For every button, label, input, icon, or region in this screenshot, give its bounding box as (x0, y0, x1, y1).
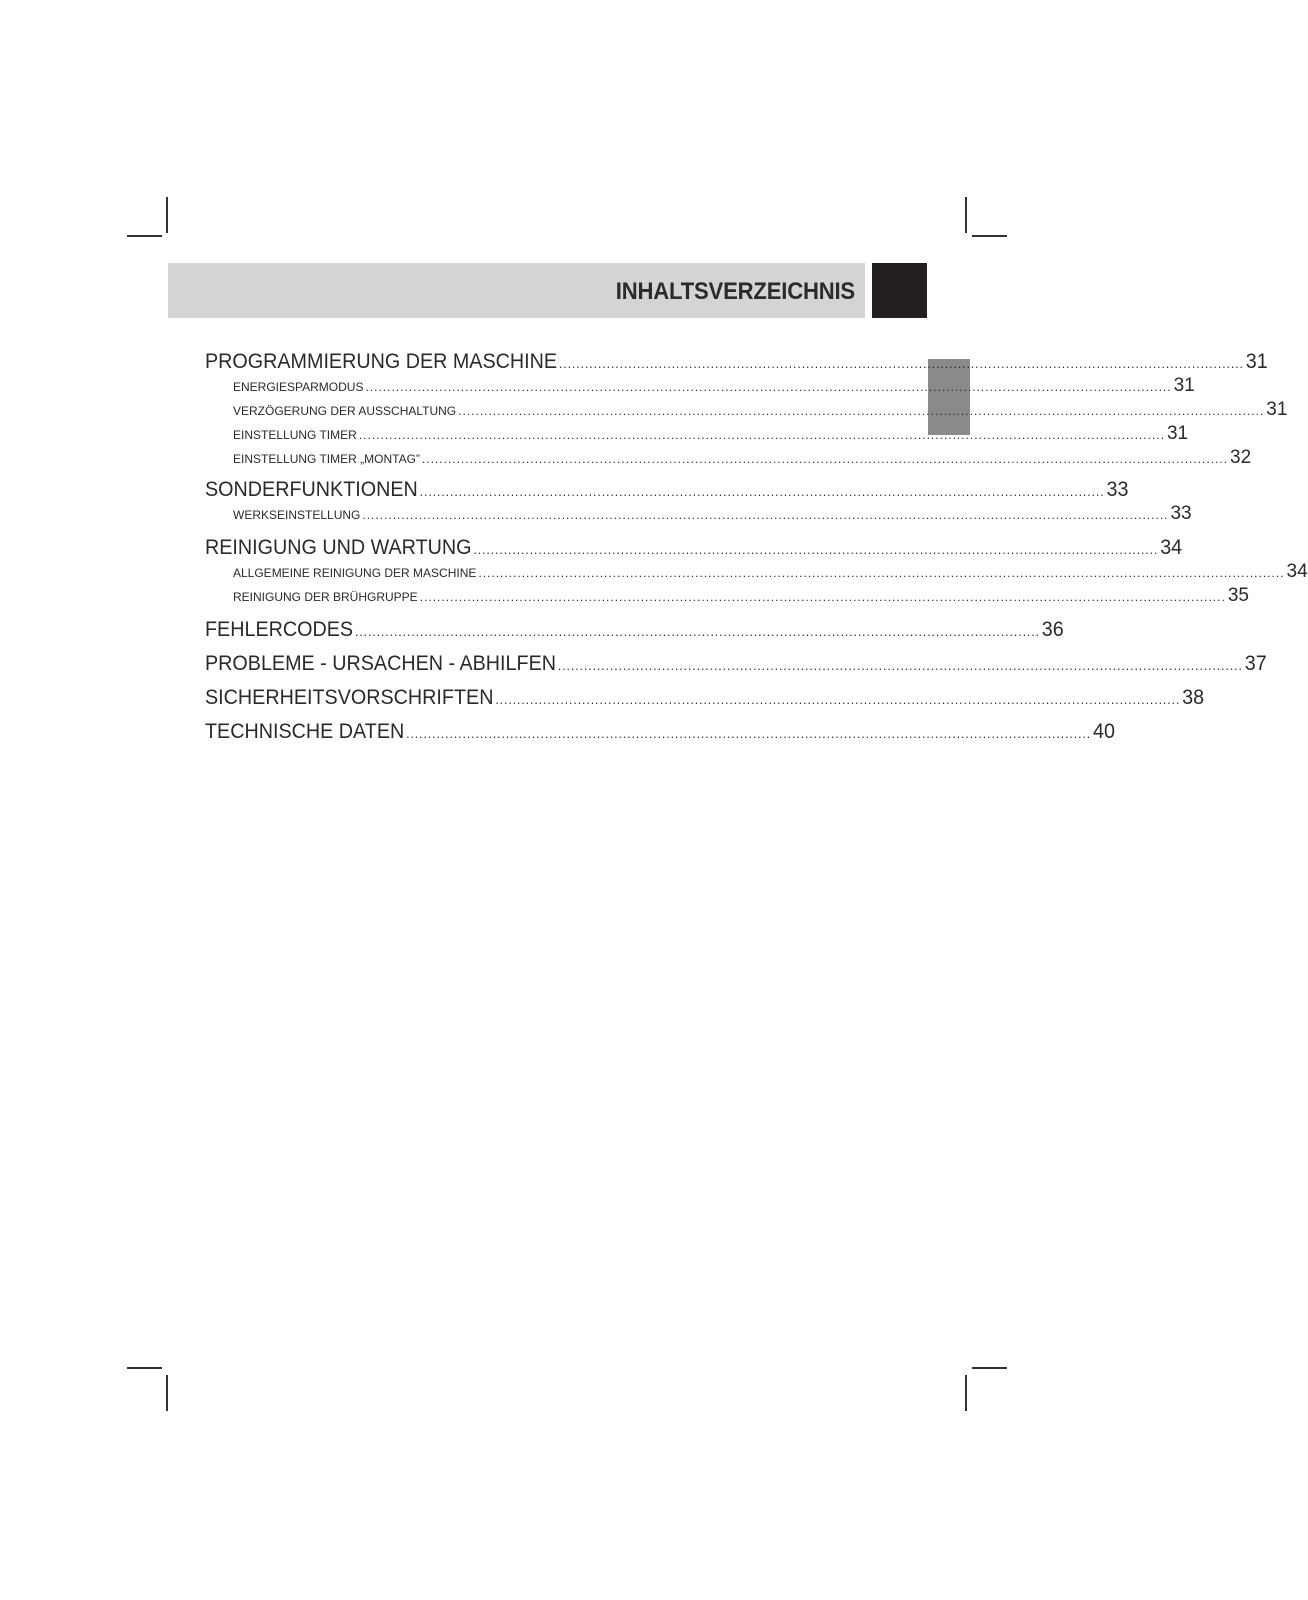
toc-page-number: 33 (1106, 478, 1129, 501)
toc-entry-label: ENERGIESPARMODUS (233, 380, 364, 394)
toc-entry-reinigung-und-wartung[interactable] (205, 536, 1183, 560)
toc-subentry-reinigung-bruehgruppe[interactable] (205, 584, 1249, 608)
crop-mark-bottom-left-horizontal (127, 1367, 162, 1369)
toc-leader-dots: .............................................................................................................................................................. (557, 658, 1243, 673)
page-title: INHALTSVERZEICHNIS (615, 278, 855, 305)
toc-leader-dots: .......................................................................................................................................................................................... (358, 428, 1165, 442)
toc-page-number: 31 (1173, 375, 1195, 396)
toc-leader-dots: .............................................................................................................................................................. (419, 484, 1105, 499)
toc-entry-label: REINIGUNG UND WARTUNG (205, 536, 472, 559)
toc-page-number: 35 (1227, 585, 1249, 606)
toc-entry-label: REINIGUNG DER BRÜHGRUPPE (233, 590, 418, 604)
toc-entry-label: VERZÖGERUNG DER AUSSCHALTUNG (233, 404, 457, 418)
toc-subentry-energiesparmodus[interactable] (205, 374, 1195, 398)
crop-mark-top-right-vertical (965, 197, 967, 233)
toc-page-number: 31 (1266, 399, 1288, 420)
toc-page-number: 37 (1244, 652, 1267, 675)
toc-page-number: 40 (1092, 720, 1115, 743)
toc-subentry-einstellung-timer[interactable] (205, 422, 1189, 446)
crop-mark-bottom-right-horizontal (972, 1367, 1007, 1369)
header-black-block (872, 263, 927, 318)
crop-mark-top-right-horizontal (972, 235, 1007, 237)
toc-page-number: 34 (1160, 536, 1183, 559)
crop-mark-bottom-left-vertical (166, 1375, 168, 1411)
toc-leader-dots: .............................................................................................................................................................. (473, 542, 1159, 557)
toc-entry-label: EINSTELLUNG TIMER „MONTAG” (233, 452, 420, 466)
toc-page-number: 34 (1286, 561, 1308, 582)
toc-leader-dots: .............................................................................................................................................................. (406, 726, 1092, 741)
header-bar (168, 263, 865, 318)
toc-leader-dots: .......................................................................................................................................................................................... (419, 590, 1226, 604)
toc-entry-label: SONDERFUNKTIONEN (205, 478, 418, 501)
table-of-contents (205, 350, 1308, 744)
toc-entry-technische-daten[interactable] (205, 720, 1115, 744)
toc-subentry-allgemeine-reinigung[interactable] (205, 560, 1308, 584)
toc-leader-dots: .............................................................................................................................................................. (495, 692, 1181, 707)
toc-page-number: 33 (1170, 503, 1192, 524)
toc-leader-dots: .............................................................................................................................................................. (354, 624, 1040, 639)
toc-page-number: 32 (1230, 447, 1252, 468)
toc-entry-label: PROGRAMMIERUNG DER MASCHINE (205, 350, 558, 373)
toc-page-number: 36 (1041, 618, 1064, 641)
toc-subentry-verzoegerung[interactable] (205, 398, 1288, 422)
crop-mark-top-left-vertical (166, 197, 168, 233)
toc-entry-label: SICHERHEITSVORSCHRIFTEN (205, 686, 494, 709)
toc-entry-probleme[interactable] (205, 652, 1267, 676)
toc-leader-dots: .............................................................................................................................................................. (558, 356, 1244, 371)
toc-leader-dots: .......................................................................................................................................................................................... (362, 508, 1169, 522)
toc-leader-dots: .......................................................................................................................................................................................... (365, 380, 1172, 394)
toc-leader-dots: .......................................................................................................................................................................................... (458, 404, 1265, 418)
toc-page-number: 38 (1182, 686, 1205, 709)
toc-leader-dots: .......................................................................................................................................................................................... (478, 566, 1285, 580)
toc-entry-label: TECHNISCHE DATEN (205, 720, 405, 743)
toc-entry-label: EINSTELLUNG TIMER (233, 428, 357, 442)
toc-leader-dots: .......................................................................................................................................................................................... (421, 452, 1229, 466)
toc-entry-label: WERKSEINSTELLUNG (233, 508, 361, 522)
toc-entry-label: ALLGEMEINE REINIGUNG DER MASCHINE (233, 566, 477, 580)
toc-entry-fehlercodes[interactable] (205, 618, 1064, 642)
toc-page-number: 31 (1166, 423, 1189, 444)
crop-mark-bottom-right-vertical (965, 1375, 967, 1411)
toc-entry-sonderfunktionen[interactable] (205, 478, 1129, 502)
toc-entry-programmierung[interactable] (205, 350, 1268, 374)
toc-page-number: 31 (1245, 350, 1268, 373)
crop-mark-top-left-horizontal (127, 235, 162, 237)
toc-entry-sicherheitsvorschriften[interactable] (205, 686, 1205, 710)
toc-entry-label: PROBLEME - URSACHEN - ABHILFEN (205, 652, 557, 675)
toc-entry-label: FEHLERCODES (205, 618, 354, 641)
toc-subentry-werkseinstellung[interactable] (205, 502, 1192, 526)
toc-subentry-einstellung-timer-montag[interactable] (205, 446, 1252, 470)
